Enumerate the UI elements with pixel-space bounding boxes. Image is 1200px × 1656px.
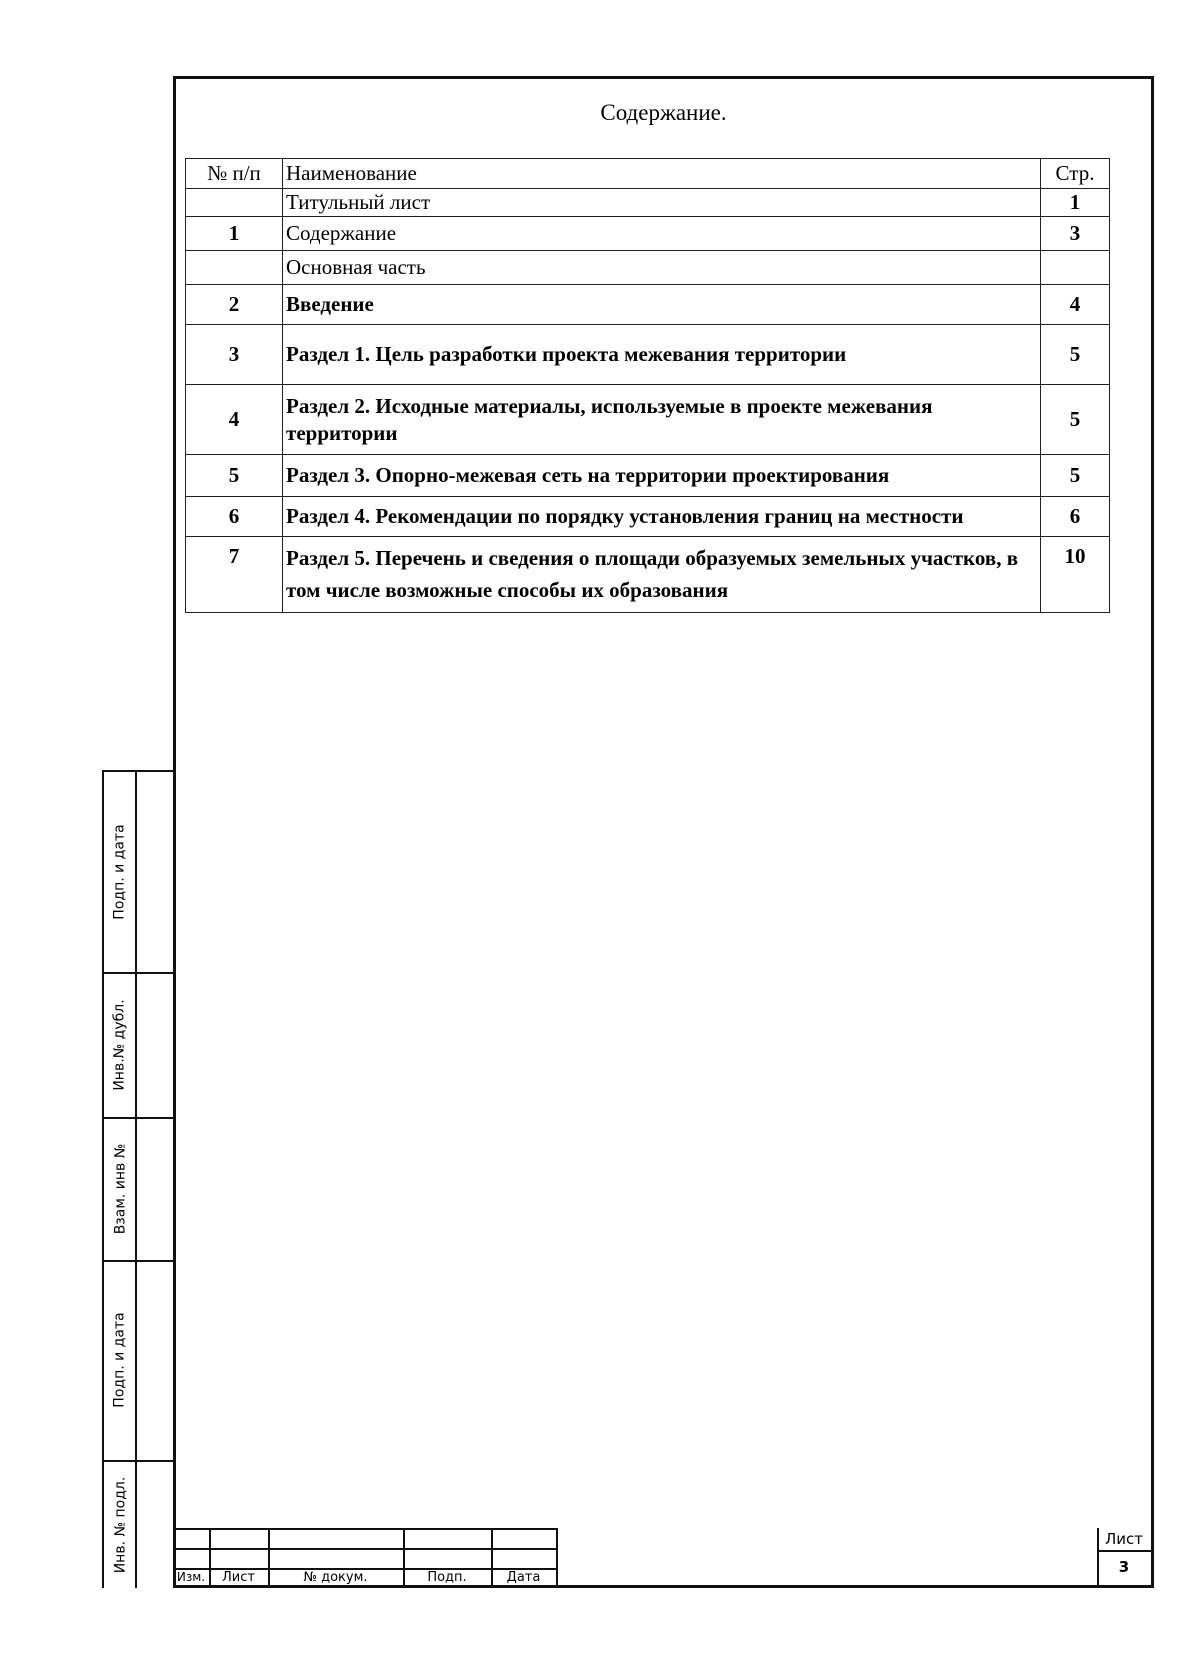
- caption-izm: Изм.: [176, 1570, 206, 1584]
- caption-sign: Подп.: [427, 1570, 467, 1585]
- toc-row-name: Основная часть: [283, 251, 1041, 285]
- title-block: [173, 1528, 1154, 1588]
- toc-row-name: Раздел 5. Перечень и сведения о площади образуемых земельных участков, в том числе возможные способы их образования: [283, 537, 1041, 613]
- toc-row-num: [186, 251, 283, 285]
- toc-header-num: № п/п: [186, 159, 283, 189]
- toc-row-page: 6: [1041, 497, 1110, 537]
- sheet-label: Лист: [1104, 1530, 1143, 1548]
- toc-row-page: 5: [1041, 325, 1110, 385]
- toc-row-name: Титульный лист: [283, 189, 1041, 217]
- toc-row: [186, 497, 1110, 537]
- toc-row-name: Введение: [283, 285, 1041, 325]
- toc-table: [185, 158, 1110, 613]
- toc-row: [186, 189, 1110, 217]
- toc-row-name: Раздел 2. Исходные материалы, используемые в проекте межевания территории: [283, 385, 1041, 455]
- caption-doc: № докум.: [303, 1570, 368, 1585]
- side-stamp: [102, 770, 173, 1588]
- toc-row-num: 7: [186, 537, 283, 613]
- toc-row-page: 10: [1041, 537, 1110, 613]
- toc-row-num: 6: [186, 497, 283, 537]
- toc-row-num: [186, 189, 283, 217]
- caption-list: Лист: [222, 1570, 255, 1585]
- toc-row: [186, 217, 1110, 251]
- sheet-number: 3: [1118, 1558, 1130, 1576]
- toc-row-page: 4: [1041, 285, 1110, 325]
- toc-row: [186, 251, 1110, 285]
- toc-row-num: 5: [186, 455, 283, 497]
- toc-row-page: 1: [1041, 189, 1110, 217]
- toc-row-num: 1: [186, 217, 283, 251]
- side-label-sign-date: Подп. и дата: [112, 824, 128, 920]
- toc-row: [186, 537, 1110, 613]
- side-label-inv-dupl: Инв.№ дубл.: [112, 998, 128, 1091]
- toc-row-page: 3: [1041, 217, 1110, 251]
- toc-row-page: [1041, 251, 1110, 285]
- toc-row: [186, 325, 1110, 385]
- page-title: Содержание.: [600, 100, 727, 125]
- toc-header-name: Наименование: [283, 159, 1041, 189]
- toc-row-name: Раздел 4. Рекомендации по порядку установления границ на местности: [283, 497, 1041, 537]
- side-label-inv-orig: Инв. № подл.: [112, 1476, 128, 1574]
- side-stamp-divider: [135, 772, 137, 1588]
- toc-row-page: 5: [1041, 385, 1110, 455]
- toc-header-row: [186, 159, 1110, 189]
- toc-row-page: 5: [1041, 455, 1110, 497]
- toc-row-name: Раздел 3. Опорно-межевая сеть на территории проектирования: [283, 455, 1041, 497]
- side-label-sign-date-2: Подп. и дата: [112, 1312, 128, 1408]
- toc-row: [186, 285, 1110, 325]
- toc-row: [186, 385, 1110, 455]
- toc-row-num: 4: [186, 385, 283, 455]
- toc-row-num: 3: [186, 325, 283, 385]
- toc-row-name: Раздел 1. Цель разработки проекта межевания территории: [283, 325, 1041, 385]
- toc-row-name: Содержание: [283, 217, 1041, 251]
- side-label-replace-inv: Взам. инв №: [112, 1143, 129, 1234]
- caption-date: Дата: [506, 1570, 541, 1585]
- toc-row-num: 2: [186, 285, 283, 325]
- toc-row: [186, 455, 1110, 497]
- toc-header-page: Стр.: [1041, 159, 1110, 189]
